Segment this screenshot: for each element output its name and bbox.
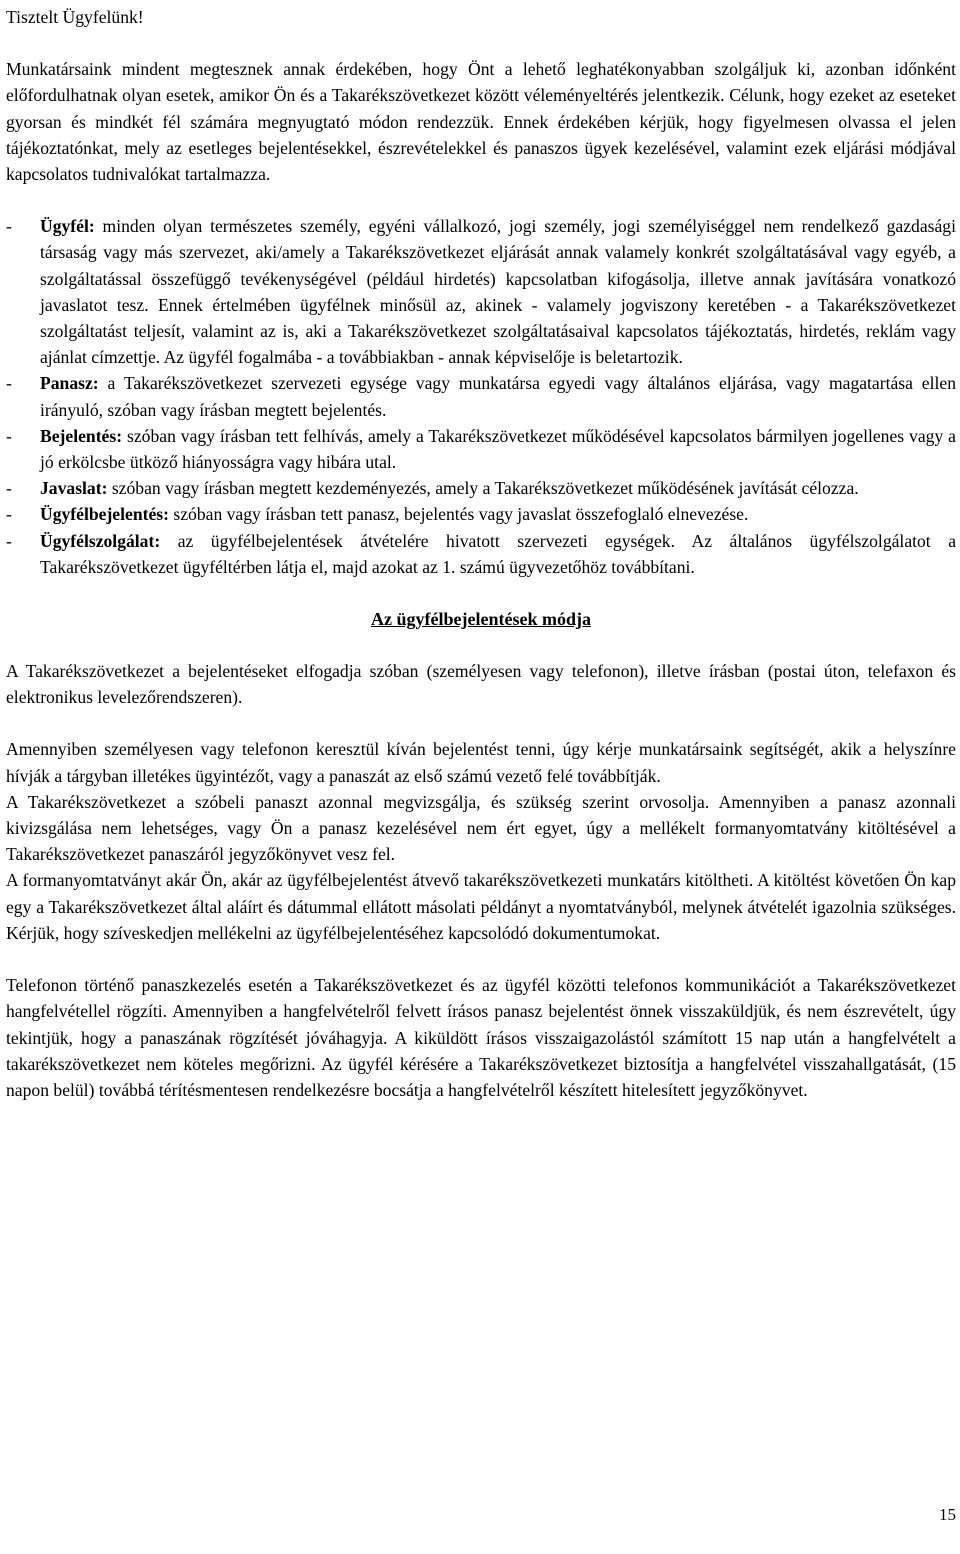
definition-item [6,475,956,501]
definition-term: Ügyfél: [40,216,95,237]
document-page [6,4,956,1103]
list-dash: - [6,530,12,551]
section-heading: Az ügyfélbejelentések módja [371,609,591,630]
definition-term: Panasz: [40,373,99,394]
definition-text: minden olyan természetes személy, egyéni vállalkozó, jogi személy, jogi személyiséggel nem rendelkező gazdasági társaság vagy más szervezet, aki/amely a Takarékszövetkezet eljárását annak valamely konkrét szolgáltatásával vagy egyéb, a szolgáltatással összefüggő tevékenységével (például hirdetés) kapcsolatban kifogásolja, illetve annak javítására vonatkozó javaslatot tesz. Ennek értelmében ügyfélnek minősül az, akinek - valamely jogviszony keretében - a Takarékszövetkezet szolgáltatást teljesít, valamint az is, aki a Takarékszövetkezet szolgáltatásaival kapcsolatos tájékoztatás, hirdetés, reklám vagy ajánlat címzettje. Az ügyfél fogalmába - a továbbiakban - annak képviselője is beletartozik. [40,216,956,368]
definition-text: az ügyfélbejelentések átvételére hivatott szervezeti egységek. Az általános ügyfélszolgálatot a Takarékszövetkezet ügyféltérben látja el, majd azokat az 1. számú ügyvezetőhöz továbbítani. [40,530,956,577]
definition-term: Bejelentés: [40,425,123,446]
definition-term: Ügyfélbejelentés: [40,504,169,525]
body-paragraph: A formanyomtatványt akár Ön, akár az ügyfélbejelentést átvevő takarékszövetkezeti munkatárs kitöltheti. A kitöltést követően Ön kap egy a Takarékszövetkezet által aláírt és dátummal ellátott másolati példányt a nyomtatványból, melynek átvételét igazolnia szükséges. Kérjük, hogy szíveskedjen mellékelni az ügyfélbejelentéséhez kapcsolódó dokumentumokat. [6,870,956,943]
definition-item [6,213,956,370]
list-dash: - [6,373,12,394]
list-dash: - [6,425,12,446]
definition-item [6,370,956,422]
intro-paragraph: Munkatársaink mindent megtesznek annak érdekében, hogy Önt a lehető leghatékonyabban szolgáljuk ki, azonban időnként előfordulhatnak olyan esetek, amikor Ön és a Takarékszövetkezet között véleményeltérés jelentkezik. Célunk, hogy ezeket az eseteket gyorsan és mindkét fél számára megnyugtató módon rendezzük. Ennek érdekében kérjük, hogy figyelmesen olvassa el jelen tájékoztatónkat, mely az esetleges bejelentésekkel, észrevételekkel és panaszos ügyek kezelésével, valamint ezek eljárási módjával kapcsolatos tudnivalókat tartalmazza. [6,59,956,185]
definition-text: a Takarékszövetkezet szervezeti egysége vagy munkatársa egyedi vagy általános eljárása, vagy magatartása ellen irányuló, szóban vagy írásban megtett bejelentés. [40,373,956,420]
definition-item [6,528,956,580]
definition-term: Ügyfélszolgálat: [40,530,161,551]
list-dash: - [6,478,12,499]
definition-text: szóban vagy írásban megtett kezdeményezés, amely a Takarékszövetkezet működésének javítását célozza. [107,478,859,499]
body-paragraph: Telefonon történő panaszkezelés esetén a Takarékszövetkezet és az ügyfél közötti telefonos kommunikációt a Takarékszövetkezet hangfelvétellel rögzíti. Amennyiben a hangfelvételről felvett írásos panasz bejelentést önnek visszaküldjük, és nem észrevételt, úgy tekintjük, hogy a panaszának rögzítését jóváhagyja. A kiküldött írásos visszaigazolástól számított 15 nap után a hangfelvételt a takarékszövetkezet nem köteles megőrizni. Az ügyfél kérésére a Takarékszövetkezet biztosítja a hangfelvétel visszahallgatását, (15 napon belül) továbbá térítésmentesen rendelkezésre bocsátja a hangfelvételről készített hitelesített jegyzőkönyvet. [6,975,956,1100]
definition-list [6,213,956,580]
definition-item [6,501,956,527]
definition-item [6,423,956,475]
list-dash: - [6,216,12,237]
definition-term: Javaslat: [40,478,108,499]
page-number: 15 [939,1505,956,1524]
body-paragraph: Amennyiben személyesen vagy telefonon keresztül kíván bejelentést tenni, úgy kérje munkatársaink segítségét, akik a helyszínre hívják a tárgyban illetékes ügyintézőt, vagy a panaszát az első számú vezető felé továbbítják. [6,739,956,786]
definition-text: szóban vagy írásban tett felhívás, amely a Takarékszövetkezet működésével kapcsolatos bármilyen jogellenes vagy a jó erkölcsbe ütköző hiányosságra vagy hibára utal. [40,425,956,473]
greeting: Tisztelt Ügyfelünk! [6,7,144,27]
list-dash: - [6,504,12,525]
definition-text: szóban vagy írásban tett panasz, bejelentés vagy javaslat összefoglaló elnevezése. [168,504,749,525]
body-paragraph: A Takarékszövetkezet a bejelentéseket elfogadja szóban (személyesen vagy telefonon), illetve írásban (postai úton, telefaxon és elektronikus levelezőrendszeren). [6,661,956,708]
body-paragraph: A Takarékszövetkezet a szóbeli panaszt azonnal megvizsgálja, és szükség szerint orvosolja. Amennyiben a panasz azonnali kivizsgálása nem lehetséges, vagy Ön a panasz kezelésével nem ért egyet, úgy a mellékelt formanyomtatvány kitöltésével a Takarékszövetkezet panaszáról jegyzőkönyvet vesz fel. [6,791,956,865]
